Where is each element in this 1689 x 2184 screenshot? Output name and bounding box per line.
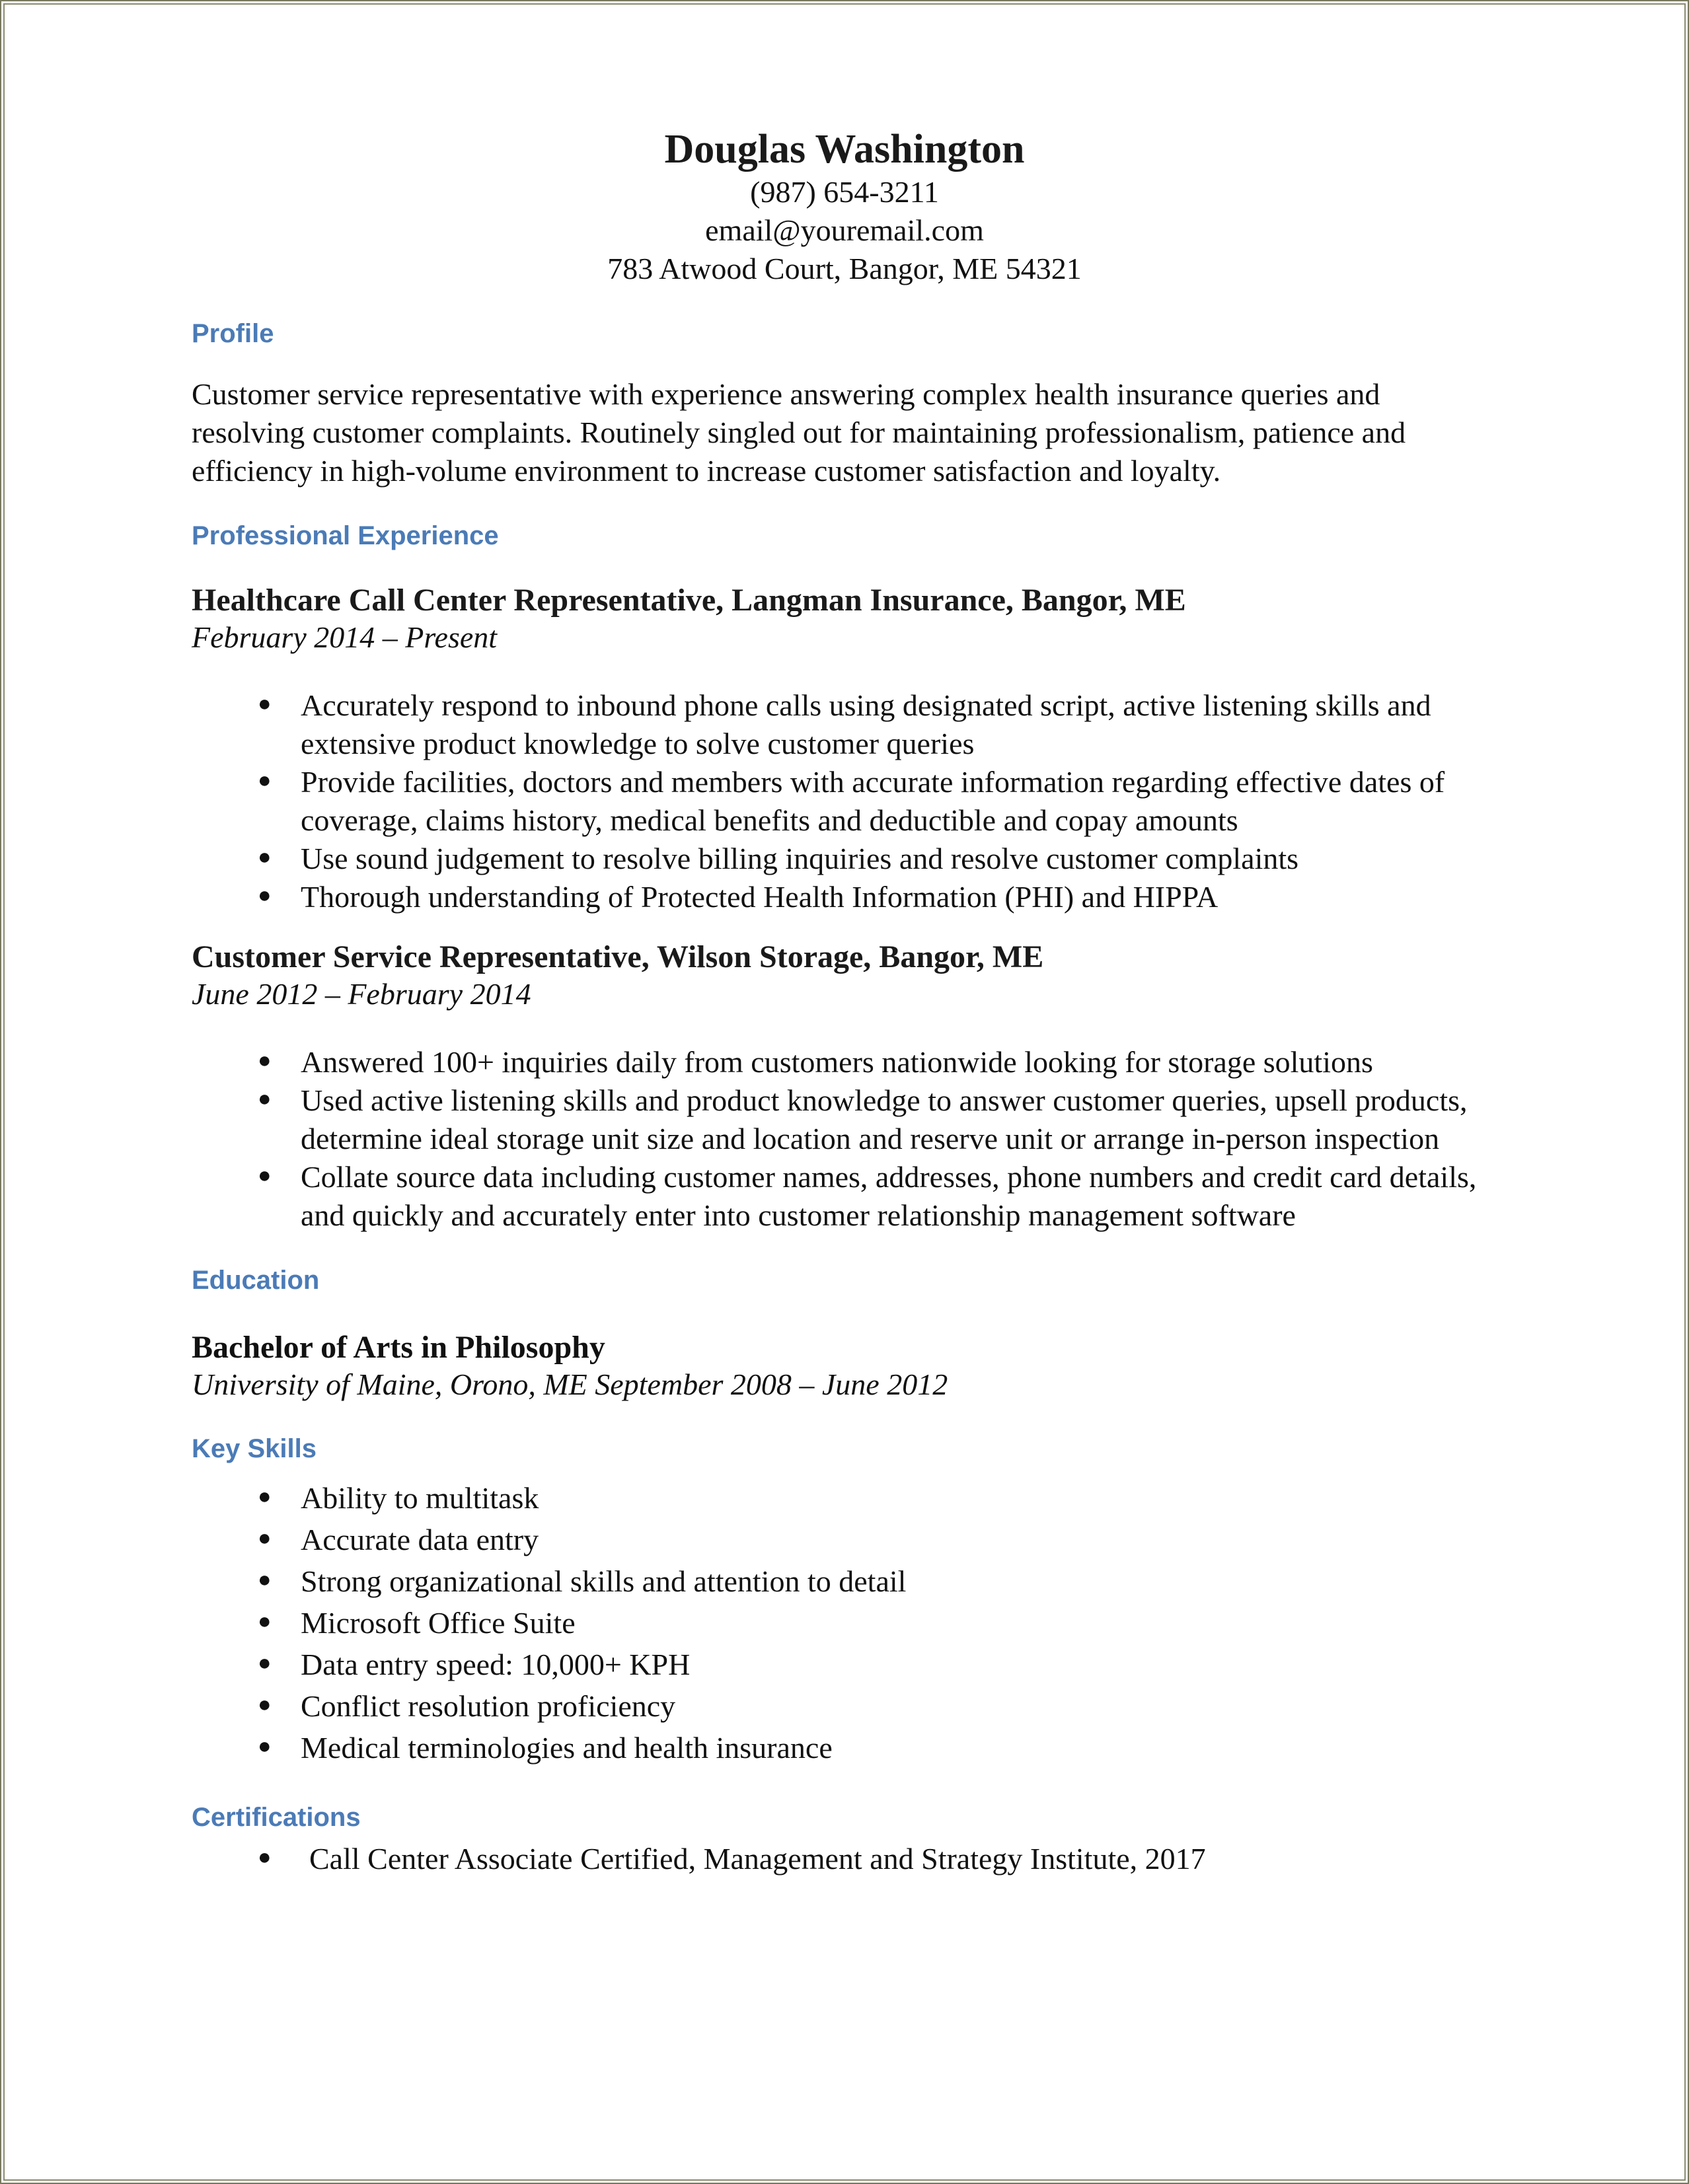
certifications-heading: Certifications bbox=[192, 1803, 361, 1832]
job-bullets-langman-insurance bbox=[192, 686, 1497, 916]
skill-item: ● Ability to multitask bbox=[192, 1479, 1497, 1517]
skill-item: ● Data entry speed: 10,000+ KPH bbox=[192, 1646, 1497, 1684]
key-skills-list bbox=[192, 1479, 1497, 1767]
section-key-skills bbox=[192, 1433, 1497, 1767]
job-bullet: ● Answered 100+ inquiries daily from customers nationwide looking for storage solutions bbox=[192, 1043, 1497, 1081]
skill-item: ● Medical terminologies and health insurance bbox=[192, 1729, 1497, 1767]
person-name: Douglas Washington bbox=[664, 127, 1025, 172]
job-dates-wilson-storage: June 2012 – February 2014 bbox=[192, 977, 531, 1011]
certifications-list bbox=[192, 1840, 1497, 1878]
job-bullets-wilson-storage bbox=[192, 1043, 1497, 1235]
skill-item: ● Accurate data entry bbox=[192, 1521, 1497, 1559]
resume-header bbox=[192, 126, 1497, 288]
skill-item: ● Conflict resolution proficiency bbox=[192, 1687, 1497, 1726]
education-degree: Bachelor of Arts in Philosophy bbox=[192, 1330, 605, 1365]
job-bullet: ● Use sound judgement to resolve billing inquiries and resolve customer complaints bbox=[192, 840, 1497, 878]
profile-heading: Profile bbox=[192, 319, 274, 348]
job-bullet: ● Collate source data including customer names, addresses, phone numbers and credit card details, and quickly and accurately enter into customer relationship management software bbox=[192, 1158, 1497, 1235]
job-title-wilson-storage: Customer Service Representative, Wilson Storage, Bangor, ME bbox=[192, 939, 1044, 974]
education-heading: Education bbox=[192, 1266, 320, 1295]
job-bullet: ● Thorough understanding of Protected Health Information (PHI) and HIPPA bbox=[192, 878, 1497, 916]
phone-number: (987) 654-3211 bbox=[750, 175, 939, 209]
profile-summary-text: Customer service representative with experience answering complex health insurance queries and resolving customer complaints. Routinely singled out for maintaining professionalism, patience and efficiency in high-volume environment to increase customer satisfaction and loyalty. bbox=[192, 377, 1406, 488]
job-title-langman-insurance: Healthcare Call Center Representative, Langman Insurance, Bangor, ME bbox=[192, 583, 1186, 618]
street-address: 783 Atwood Court, Bangor, ME 54321 bbox=[607, 252, 1082, 285]
section-education bbox=[192, 1264, 1497, 1403]
job-bullet: ● Accurately respond to inbound phone calls using designated script, active listening skills and extensive product knowledge to solve customer queries bbox=[192, 686, 1497, 763]
email-address: email@youremail.com bbox=[705, 213, 984, 247]
skill-item: ● Microsoft Office Suite bbox=[192, 1604, 1497, 1642]
experience-heading: Professional Experience bbox=[192, 521, 499, 550]
certification-item: ● Call Center Associate Certified, Management and Strategy Institute, 2017 bbox=[192, 1840, 1497, 1878]
section-profile bbox=[192, 318, 1497, 490]
skill-item: ● Strong organizational skills and attention to detail bbox=[192, 1562, 1497, 1601]
job-bullet: ● Used active listening skills and product knowledge to answer customer queries, upsell products, determine ideal storage unit size and location and reserve unit or arrange in-person inspection bbox=[192, 1081, 1497, 1158]
section-professional-experience bbox=[192, 520, 1497, 1235]
job-bullet: ● Provide facilities, doctors and members with accurate information regarding effective dates of coverage, claims history, medical benefits and deductible and copay amounts bbox=[192, 763, 1497, 840]
education-school-dates: University of Maine, Orono, ME September 2008 – June 2012 bbox=[192, 1367, 948, 1401]
section-certifications bbox=[192, 1802, 1497, 1878]
key-skills-heading: Key Skills bbox=[192, 1434, 317, 1463]
job-dates-langman-insurance: February 2014 – Present bbox=[192, 620, 498, 654]
